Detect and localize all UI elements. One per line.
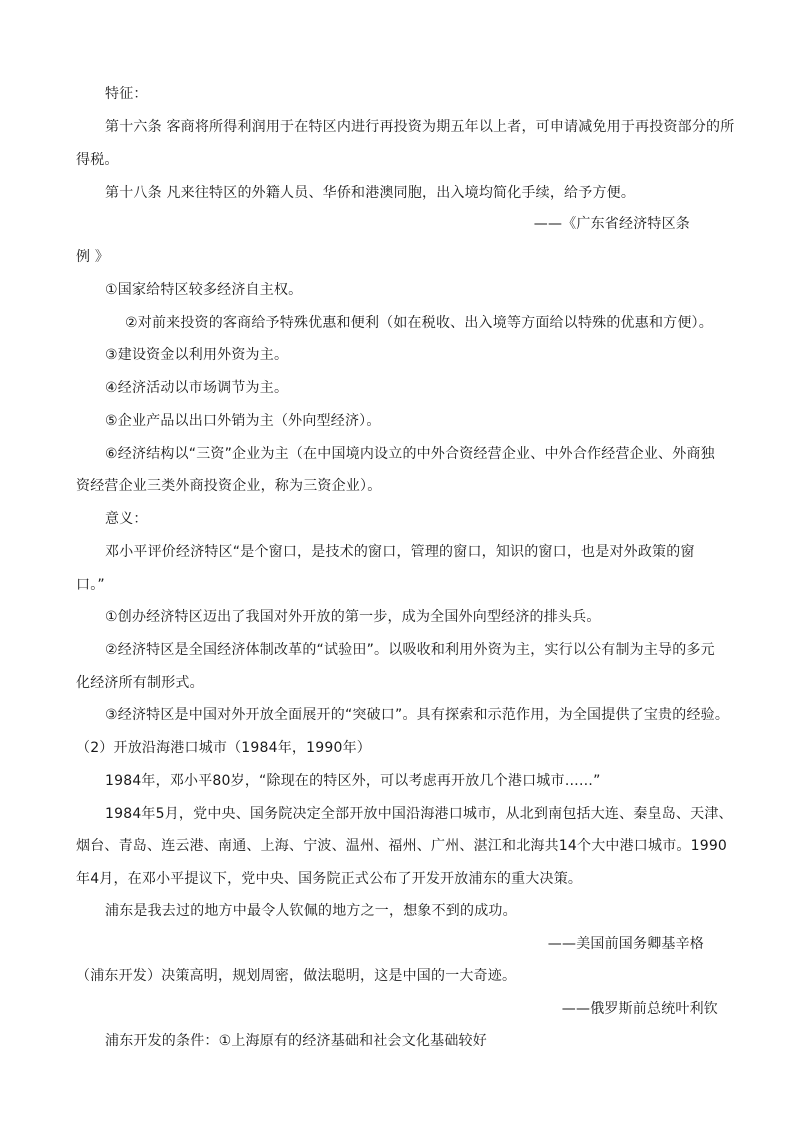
paragraph-line: 烟台、青岛、连云港、南通、上海、宁波、温州、福州、广州、湛江和北海共14个大中港口城市。1990 [76, 838, 728, 854]
list-item: ①国家给特区较多经济自主权。 [105, 282, 303, 298]
quote-line: （浦东开发）决策高明，规划周密，做法聪明，这是中国的一大奇迹。 [76, 968, 517, 984]
quote-line: 浦东是我去过的地方中最令人钦佩的地方之一，想象不到的成功。 [105, 903, 517, 919]
list-item: ②对前来投资的客商给予特殊优惠和便利（如在税收、出入境等方面给以特殊的优惠和方便）。 [125, 315, 713, 331]
source-citation-cont: 例 》 [76, 249, 110, 265]
source-citation: ——俄罗斯前总统叶利钦 [561, 1001, 718, 1017]
paragraph-line: 第十八条 凡来往特区的外籍人员、华侨和港澳同胞，出入境均简化手续，给予方便。 [105, 185, 636, 201]
list-item: ②经济特区是全国经济体制改革的“试验田”。以吸收和利用外资为主，实行以公有制为主导的多元 [105, 642, 715, 658]
list-item: ③经济特区是中国对外开放全面展开的“突破口”。具有探索和示范作用，为全国提供了宝贵的经验。 [105, 707, 730, 723]
list-item-cont: 资经营企业三类外商投资企业，称为三资企业）。 [76, 478, 382, 494]
list-item: ⑤企业产品以出口外销为主（外向型经济）。 [105, 413, 381, 429]
paragraph-line: 年4月，在邓小平提议下，党中央、国务院正式公布了开发开放浦东的重大决策。 [76, 871, 583, 887]
paragraph-line: 1984年5月，党中央、国务院决定全部开放中国沿海港口城市，从北到南包括大连、秦皇岛、天津、 [105, 806, 733, 822]
section-heading: （2）开放沿海港口城市（1984年，1990年） [76, 740, 371, 756]
paragraph-line: 得税。 [76, 152, 119, 168]
list-item-cont: 化经济所有制形式。 [76, 675, 204, 691]
source-citation: ——美国前国务卿基辛格 [547, 936, 704, 952]
heading-significance: 意义： [105, 511, 148, 527]
list-item: ①创办经济特区迈出了我国对外开放的第一步，成为全国外向型经济的排头兵。 [105, 609, 601, 625]
heading-features: 特征： [105, 86, 148, 102]
source-citation: ——《广东省经济特区条 [533, 216, 690, 232]
paragraph-line: 1984年，邓小平80岁，“除现在的特区外，可以考虑再开放几个港口城市……” [105, 773, 601, 789]
list-item: ⑥经济结构以“三资”企业为主（在中国境内设立的中外合资经营企业、中外合作经营企业、外商独 [105, 446, 715, 462]
list-item: ④经济活动以市场调节为主。 [105, 380, 289, 396]
paragraph-line: 邓小平评价经济特区“是个窗口，是技术的窗口，管理的窗口，知识的窗口，也是对外政策的窗 [105, 544, 695, 560]
paragraph-line: 第十六条 客商将所得利润用于在特区内进行再投资为期五年以上者，可申请减免用于再投资部分的所 [105, 119, 735, 135]
paragraph-line: 浦东开发的条件：①上海原有的经济基础和社会文化基础较好 [105, 1033, 487, 1049]
list-item: ③建设资金以利用外资为主。 [105, 347, 289, 363]
paragraph-line: 口。” [76, 577, 105, 593]
